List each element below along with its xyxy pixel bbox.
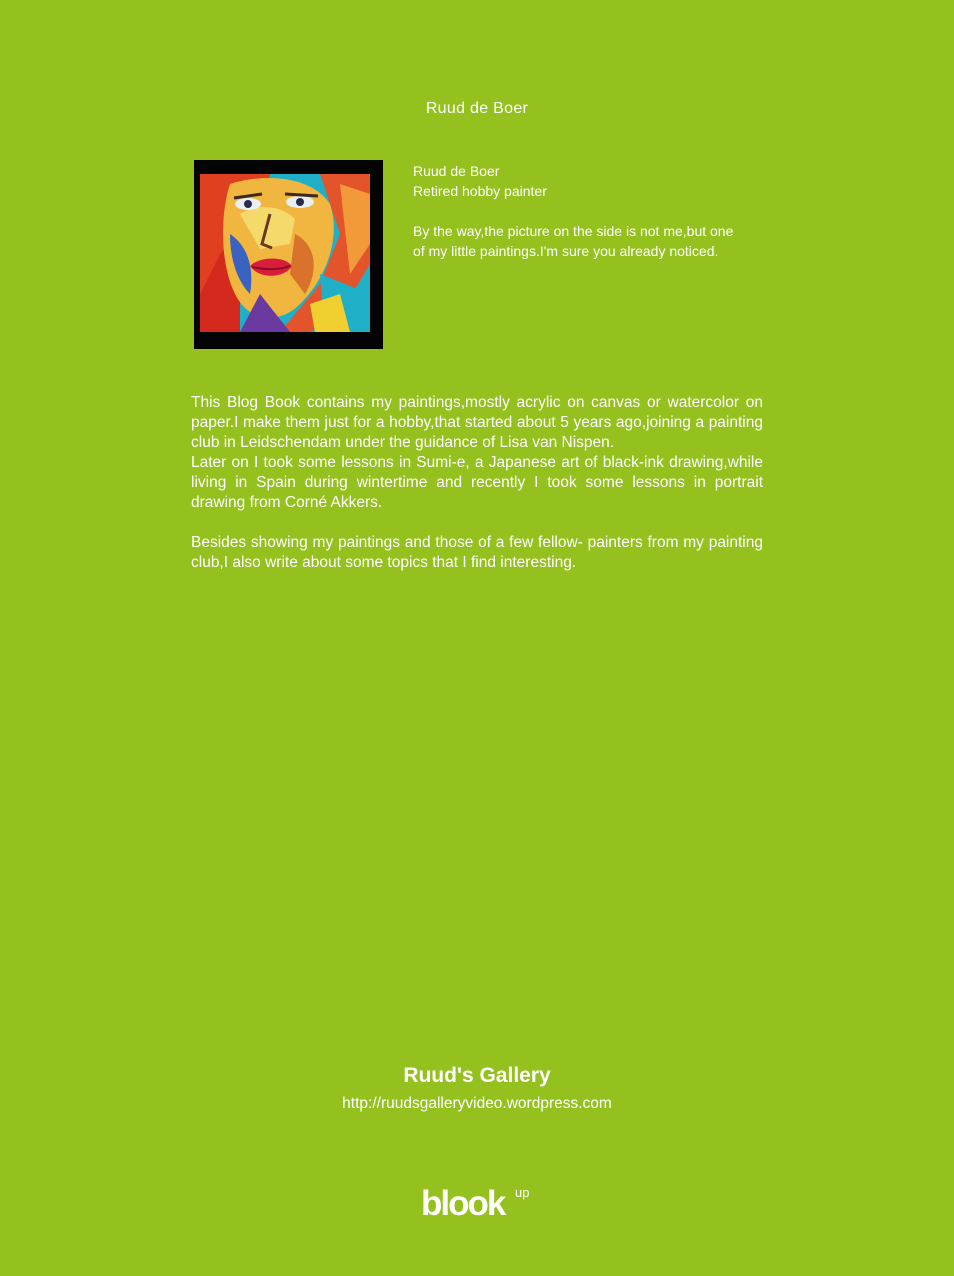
intro-text — [191, 393, 763, 573]
bio-note-line-1: By the way,the picture on the side is not me,but one — [413, 223, 734, 239]
logo-wordmark: blook — [421, 1184, 505, 1223]
gallery-title: Ruud's Gallery — [403, 1064, 551, 1087]
intro-paragraph: Later on I took some lessons in Sumi-e, a Japanese art of black-ink drawing,while living in Spain during wintertime and recently I took some lessons in portrait drawing from Corné Akkers. — [191, 454, 763, 511]
bio-note-line-2: of my little paintings.I'm sure you already noticed. — [413, 243, 719, 259]
logo-superscript: up — [515, 1185, 530, 1200]
painted-face-portrait-icon — [200, 174, 370, 332]
blookup-logo — [421, 1184, 541, 1224]
intro-paragraph: This Blog Book contains my paintings,mostly acrylic on canvas or watercolor on paper.I make them just for a hobby,that started about 5 years ago,joining a painting club in Leidschendam under the guidance of Lisa van Nispen. — [191, 394, 763, 451]
gallery-url-link[interactable]: http://ruudsgalleryvideo.wordpress.com — [342, 1095, 612, 1112]
intro-paragraph: Besides showing my paintings and those of a few fellow- painters from my painting club,I also write about some topics that I find interesting. — [191, 534, 763, 571]
bio-role: Retired hobby painter — [413, 183, 547, 199]
author-title: Ruud de Boer — [425, 100, 529, 117]
bio-name: Ruud de Boer — [413, 163, 500, 179]
portrait-painting-image — [194, 160, 383, 349]
author-bio — [413, 161, 773, 261]
